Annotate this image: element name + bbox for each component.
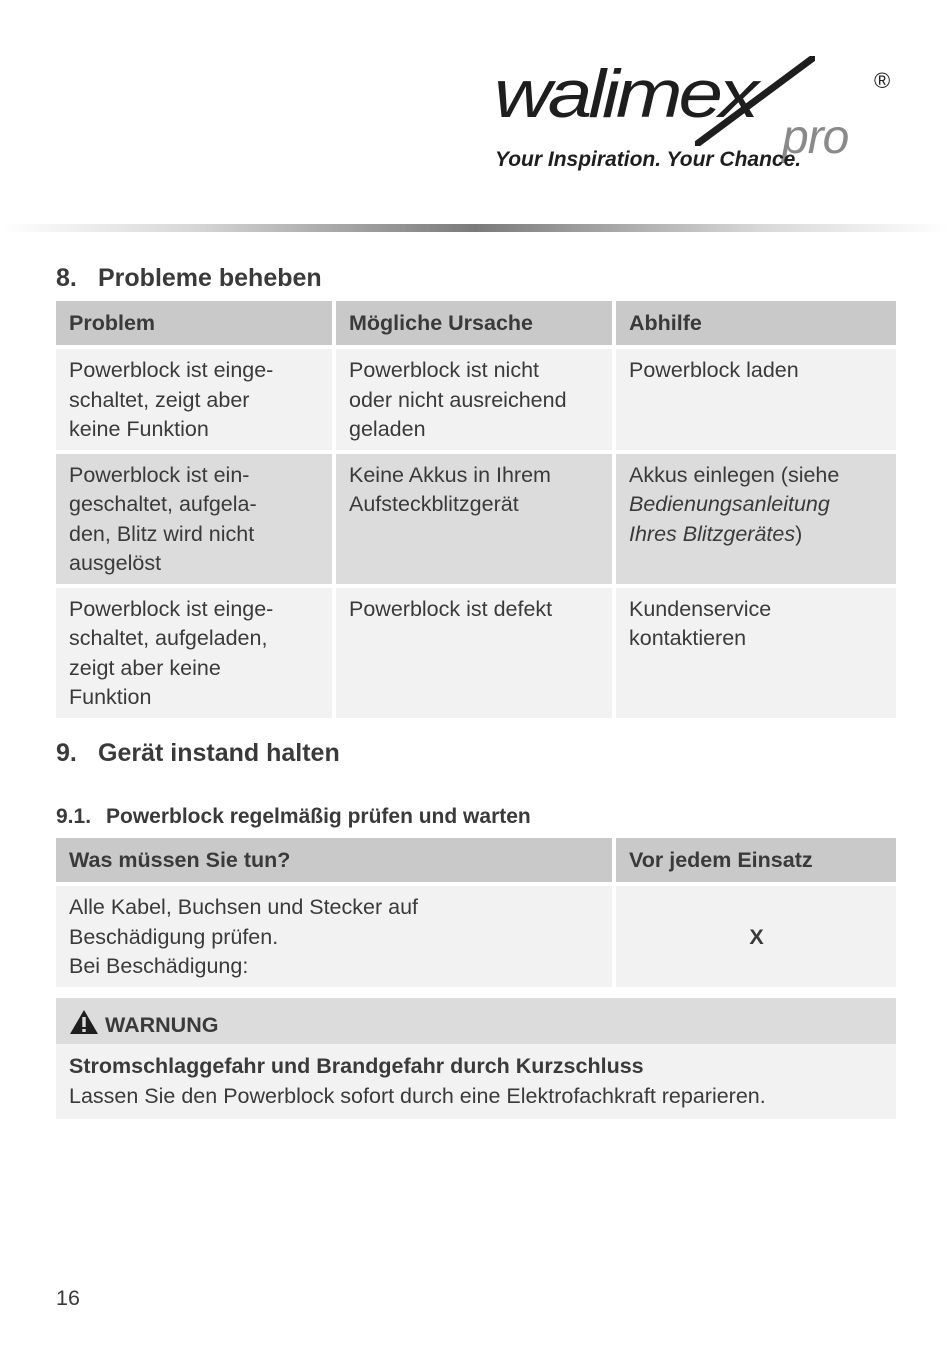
warning-triangle-icon <box>69 1009 99 1035</box>
cell-remedy <box>616 584 896 718</box>
cell-problem <box>56 345 336 450</box>
header-remedy: Abhilfe <box>616 301 896 345</box>
table-row <box>56 450 896 584</box>
line: schaltet, aufgeladen, <box>69 626 268 650</box>
section-number: 9. <box>56 739 77 767</box>
brand-tagline: Your Inspiration. Your Chance. <box>495 148 802 171</box>
header-task: Was müssen Sie tun? <box>56 838 616 882</box>
line: Bedienungsanleitung <box>629 492 830 516</box>
header-cause: Mögliche Ursache <box>336 301 616 345</box>
header-divider <box>0 224 950 232</box>
line: Powerblock ist defekt <box>349 596 553 621</box>
line: ) <box>795 521 803 546</box>
line: Powerblock laden <box>629 358 799 382</box>
page-number: 16 <box>56 1286 80 1310</box>
line: geladen <box>349 417 426 441</box>
warning-label: WARNUNG <box>105 1013 219 1037</box>
line: Ihres Blitzgerätes <box>629 521 796 546</box>
registered-mark: ® <box>874 68 891 93</box>
header-interval: Vor jedem Einsatz <box>616 838 896 882</box>
subsection-heading-9-1 <box>56 805 531 829</box>
subsection-number: 9.1. <box>56 805 92 828</box>
table-row <box>56 345 896 450</box>
maintenance-table <box>56 838 896 987</box>
warning-text: Lassen Sie den Powerblock sofort durch eine Elektrofachkraft reparieren. <box>69 1083 766 1108</box>
line: Beschädigung prüfen. <box>69 924 279 949</box>
cell-task <box>56 882 616 987</box>
cell-cause <box>336 345 616 450</box>
troubleshooting-table <box>56 301 896 718</box>
line: schaltet, zeigt aber <box>69 387 250 412</box>
table-row <box>56 584 896 718</box>
table-header-row <box>56 301 896 345</box>
line: Powerblock ist einge- <box>69 358 274 382</box>
cell-check-mark: X <box>616 882 896 987</box>
warning-box <box>56 998 896 1119</box>
warning-body <box>56 1044 896 1119</box>
line: kontaktieren <box>629 626 747 650</box>
cell-problem <box>56 584 336 718</box>
warning-header <box>56 998 896 1044</box>
cell-cause <box>336 450 616 584</box>
cell-problem <box>56 450 336 584</box>
line: oder nicht ausreichend <box>349 387 567 412</box>
line: Bei Beschädigung: <box>69 954 249 978</box>
line: Powerblock ist einge- <box>69 596 274 621</box>
header-problem: Problem <box>56 301 336 345</box>
line: Akkus einlegen (siehe <box>629 462 840 487</box>
line: den, Blitz wird nicht <box>69 521 255 546</box>
line: Kundenservice <box>629 596 772 621</box>
line: Keine Akkus in Ihrem <box>349 462 551 487</box>
line: Powerblock ist nicht <box>349 358 539 382</box>
line: geschaltet, aufgela- <box>69 492 257 516</box>
warning-title: Stromschlaggefahr und Brandgefahr durch Kurzschluss <box>69 1054 644 1078</box>
section-title: Probleme beheben <box>98 264 322 292</box>
table-row <box>56 882 896 987</box>
line: keine Funktion <box>69 417 209 441</box>
brand-suffix: pro <box>782 111 849 164</box>
cell-remedy <box>616 450 896 584</box>
cell-cause <box>336 584 616 718</box>
cell-remedy <box>616 345 896 450</box>
section-number: 8. <box>56 264 77 292</box>
line: Powerblock ist ein- <box>69 462 250 487</box>
table-header-row <box>56 838 896 882</box>
line: Funktion <box>69 685 152 709</box>
line: ausgelöst <box>69 551 162 575</box>
section-title: Gerät instand halten <box>98 739 340 767</box>
brand-logo <box>490 52 910 182</box>
brand-wordmark: walimex <box>494 55 755 132</box>
line: zeigt aber keine <box>69 655 221 680</box>
section-heading-9 <box>56 739 340 768</box>
section-heading-8 <box>56 264 322 293</box>
line: Alle Kabel, Buchsen und Stecker auf <box>69 895 418 919</box>
subsection-title: Powerblock regelmäßig prüfen und warten <box>106 805 531 828</box>
line: Aufsteckblitzgerät <box>349 492 519 516</box>
